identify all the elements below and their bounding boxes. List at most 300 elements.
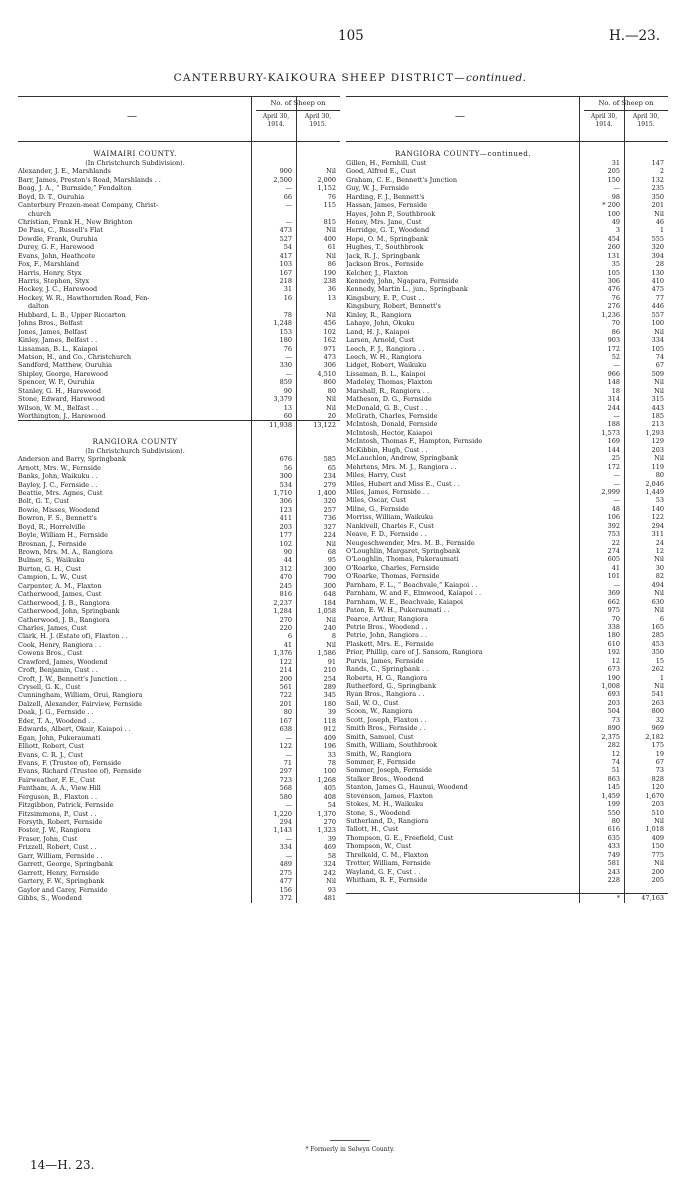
owner-name: Lissaman, B. L., Kaiapoi — [18, 344, 98, 353]
sheep-1914: 890 — [607, 724, 620, 733]
owner-name: Hassan, James, Fernside — [346, 201, 428, 210]
owner-name: Clark, H. J. (Estate of), Flaxton . . — [18, 632, 128, 641]
sheep-1915: 15 — [655, 656, 664, 665]
owner-name: Kingsbury, Robert, Bennett's — [346, 302, 441, 311]
owner-name: Charles, James, Cust — [18, 623, 87, 632]
sheep-1915: Nil — [326, 615, 336, 624]
header-rule — [579, 97, 580, 141]
owner-name: Elliott, Robert, Cust — [18, 742, 85, 751]
sheep-1915: 969 — [651, 724, 664, 733]
sheep-1914: 330 — [279, 361, 292, 370]
sheep-1915: Nil — [654, 209, 664, 218]
table-row — [18, 345, 340, 353]
sheep-1914: 172 — [607, 462, 620, 471]
owner-name: Pearce, Arthur, Rangiora — [346, 614, 429, 623]
table-row — [346, 716, 668, 724]
sheep-1915: 350 — [651, 648, 664, 657]
owner-name: Stokes, M. H., Waikuku — [346, 800, 424, 809]
sheep-1914: 245 — [279, 581, 292, 590]
sheep-1914: 220 — [279, 623, 292, 632]
table-row — [346, 513, 668, 521]
table-row — [18, 514, 340, 522]
sheep-1915: 150 — [651, 842, 664, 851]
table-row — [346, 606, 668, 614]
table-row — [346, 851, 668, 859]
sheep-1915: 400 — [323, 234, 336, 243]
sheep-1914: 90 — [283, 386, 292, 395]
sheep-1915: 446 — [651, 302, 664, 311]
sheep-1914: 334 — [279, 843, 292, 852]
owner-name: Catherwood, J. B., Rangiora — [18, 615, 110, 624]
sheep-1914: 2,999 — [601, 487, 620, 496]
sheep-1914: 177 — [279, 531, 292, 540]
sheep-1915: 630 — [651, 597, 664, 606]
owner-name: Smith Bros., Fernside . . — [346, 724, 426, 733]
table-row — [18, 666, 340, 674]
sheep-1915: 130 — [651, 268, 664, 277]
sheep-1915: 46 — [655, 217, 664, 226]
sheep-1915: 200 — [651, 867, 664, 876]
sheep-1915: Nil — [654, 606, 664, 615]
sheep-1914: — — [285, 369, 292, 378]
table-row — [346, 699, 668, 707]
owner-name: Smith, William, Southbrook — [346, 741, 438, 750]
sheep-1914: 80 — [283, 708, 292, 717]
sheep-1915: Nil — [654, 589, 664, 598]
owner-name: Evans, F. (Trustee of), Fernside — [18, 758, 122, 767]
sheep-1915: 74 — [655, 352, 664, 361]
sheep-1915: 203 — [651, 445, 664, 454]
sheep-1915: 147 — [651, 158, 664, 167]
table-row — [346, 522, 668, 530]
sheep-1914: 218 — [279, 277, 292, 285]
owner-name: WAIMAIRI COUNTY. — [93, 150, 177, 159]
table-row — [346, 631, 668, 639]
table-row — [346, 167, 668, 175]
table-row — [18, 210, 340, 218]
owner-name: Trotter, William, Fernside — [346, 859, 431, 868]
table-row — [18, 252, 340, 260]
sheep-1915: 254 — [323, 674, 336, 683]
sheep-1914: — — [285, 750, 292, 759]
table-row — [18, 860, 340, 868]
sheep-1914: 753 — [607, 530, 620, 539]
sheep-1914: 392 — [607, 521, 620, 530]
sheep-1914: 12 — [611, 656, 620, 665]
sheep-1914: 228 — [607, 876, 620, 885]
owner-name: Miles, Hubert and Miss E., Cust . . — [346, 479, 460, 488]
owner-name: McKibbin, Hugh, Cust . . — [346, 445, 428, 454]
owner-name: Harris, Stephen, Styx — [18, 277, 90, 285]
sheep-1915: 224 — [323, 531, 336, 540]
table-row — [18, 540, 340, 548]
owner-name: Ferguson, B., Flaxton . . — [18, 792, 98, 801]
owner-name: Garrett, Henry, Fernside — [18, 868, 99, 877]
sheep-1914: 131 — [607, 251, 620, 260]
sheep-1914: 312 — [279, 564, 292, 573]
sheep-1914: 3,379 — [273, 395, 292, 404]
owner-name: Boyle, William H., Fernside — [18, 531, 108, 540]
table-row — [346, 876, 668, 884]
sheep-1914: 306 — [607, 277, 620, 285]
sheep-1914: 200 — [279, 674, 292, 683]
year-1914-header: April 30, 1914. — [590, 113, 618, 128]
sheep-1914: 73 — [611, 715, 620, 724]
sheep-1915: 327 — [323, 522, 336, 531]
table-row — [346, 665, 668, 673]
sheep-1914: 101 — [607, 572, 620, 581]
table-row — [346, 412, 668, 420]
sheep-1914: 903 — [607, 336, 620, 345]
table-row — [18, 641, 340, 649]
sheep-1914: 676 — [279, 455, 292, 464]
owner-name: Kennedy, Martin L., jun., Springbank — [346, 285, 468, 294]
owner-name: Stanley, G. H., Harewood — [18, 386, 102, 395]
owner-name: Stalker Bros., Woodend — [346, 774, 424, 783]
owner-name: Hubbard, L. B., Upper Riccarton — [18, 310, 126, 319]
sheep-1915: 201 — [651, 201, 664, 210]
sheep-1914: 52 — [611, 352, 620, 361]
table-row — [18, 328, 340, 336]
owner-name: Milne, G., Fernside — [346, 504, 409, 513]
table-row — [346, 598, 668, 606]
owner-name: Hope, O. M., Springbank — [346, 234, 428, 243]
table-row — [346, 640, 668, 648]
owner-name: McIntosh, Donald, Fernside — [346, 420, 438, 429]
owner-name: Jack, R. J., Springbank — [346, 251, 420, 260]
table-row — [18, 691, 340, 699]
owner-name: Herridge, G. T., Woodend — [346, 226, 430, 235]
table-row — [346, 775, 668, 783]
sheep-1915: 180 — [323, 699, 336, 708]
sheep-1914: 489 — [279, 860, 292, 869]
sheep-1914: 635 — [607, 833, 620, 842]
sheep-1915: 93 — [327, 885, 336, 894]
sheep-1915: 1,018 — [645, 825, 664, 834]
owner-name: McDonald, G. B., Cust . . — [346, 403, 428, 412]
sheep-1914: 90 — [283, 548, 292, 556]
sheep-1915: Nil — [326, 310, 336, 319]
sheep-1914: — — [613, 471, 620, 480]
table-row — [18, 353, 340, 361]
sheep-1914: 2,375 — [601, 732, 620, 741]
sheep-1915: 100 — [323, 767, 336, 776]
owner-name: McGrath, Charles, Fernside — [346, 412, 438, 420]
sheep-1915: 185 — [651, 412, 664, 420]
sheep-1915: 494 — [651, 580, 664, 589]
owner-name: Croft, J. W., Bennett's Junction . . — [18, 674, 127, 683]
sheep-1915: 1 — [659, 673, 664, 682]
owner-name: Morriss, William, Waikuku — [346, 513, 434, 522]
owner-name: Jones, James, Belfast — [18, 327, 87, 336]
sheep-1914: 172 — [607, 344, 620, 353]
table-row — [18, 395, 340, 403]
owner-name: Frizzell, Robert, Cust . . — [18, 843, 97, 852]
table-row — [346, 750, 668, 758]
table-row — [18, 294, 340, 302]
sheep-1915: 95 — [327, 556, 336, 565]
owner-name: Heney, Mrs. Jane, Cust — [346, 217, 422, 226]
table-row — [346, 741, 668, 749]
owner-name: Rands, C., Springbank . . — [346, 665, 429, 674]
owner-name: Fitzsimmons, P., Cust . . — [18, 809, 97, 818]
owner-name: Smith, W., Rangiora — [346, 749, 412, 758]
page-number: 105 — [338, 28, 364, 44]
sheep-1914: — — [285, 184, 292, 193]
sheep-1915: 2,046 — [645, 479, 664, 488]
table-row — [18, 302, 340, 310]
sheep-1915: Nil — [654, 817, 664, 825]
sheep-1914: 411 — [279, 514, 292, 523]
table-row — [18, 624, 340, 632]
sheep-1915: 242 — [323, 868, 336, 877]
footnote: * Formerly in Selwyn County. — [305, 1146, 395, 1153]
sheep-1915: 1 — [659, 226, 664, 235]
sheep-1915: 235 — [651, 184, 664, 193]
sheep-1915: 13 — [327, 293, 336, 302]
table-row — [18, 481, 340, 489]
footer-reference: 14—H. 23. — [30, 1158, 95, 1172]
column-header — [346, 96, 668, 142]
sheep-1914: 105 — [607, 268, 620, 277]
owner-name: Alexander, J. E., Marshlands — [18, 167, 111, 176]
table-row — [18, 801, 340, 809]
title-main: CANTERBURY-KAIKOURA SHEEP DISTRICT— — [173, 72, 466, 84]
county-heading — [18, 150, 340, 158]
table-row — [346, 193, 668, 201]
sheep-1915: 165 — [651, 622, 664, 631]
table-row — [18, 531, 340, 539]
table-row — [346, 581, 668, 589]
sheep-1915: 320 — [651, 243, 664, 252]
table-row — [346, 842, 668, 850]
sheep-1914: 306 — [279, 497, 292, 506]
owner-name: Garrett, George, Springbank — [18, 860, 113, 869]
sheep-1914: 80 — [611, 817, 620, 825]
table-row — [18, 506, 340, 514]
owner-name: Harris, Henry, Styx — [18, 268, 82, 277]
sheep-1914: 338 — [607, 622, 620, 631]
sheep-1914: 205 — [607, 167, 620, 176]
owner-name: Brosnan, J., Fernside — [18, 539, 87, 548]
sheep-1915: 140 — [651, 504, 664, 513]
sheep-1914: 581 — [607, 859, 620, 868]
sheep-1914: 31 — [611, 158, 620, 167]
owner-name: Guy, W. J., Fernside — [346, 184, 410, 193]
sheep-count-header: No. of Sheep on — [598, 99, 654, 107]
owner-name: Leech, W. H., Rangiora — [346, 352, 422, 361]
sheep-1915: 120 — [651, 783, 664, 792]
owner-name: Kingsbury, E. P., Cust . . — [346, 293, 425, 302]
sheep-1915: 175 — [651, 741, 664, 750]
sheep-1915: 2,000 — [317, 175, 336, 184]
owner-name: Spencer, W. P., Ouruhia — [18, 378, 95, 387]
owner-name: (In Christchurch Subdivision). — [85, 446, 185, 455]
sheep-1915: 24 — [655, 538, 664, 547]
sheep-1915: 860 — [323, 378, 336, 387]
owner-name: Boyd, D. T., Ouruhia — [18, 192, 85, 201]
owner-name: Hayes, John P., Southbrook — [346, 209, 436, 218]
sheep-1914: 1,459 — [601, 791, 620, 800]
sheep-1915: 203 — [651, 800, 664, 809]
table-row — [18, 193, 340, 201]
sheep-1915: 32 — [655, 715, 664, 724]
table-row — [18, 582, 340, 590]
county-heading — [346, 150, 668, 158]
table-row — [346, 159, 668, 167]
table-row — [346, 859, 668, 867]
owner-name: Lidget, Robert, Waikuku — [346, 361, 427, 370]
owner-name: Miles, James, Fernside . . — [346, 487, 430, 496]
owner-name: Gillen, H., Fernhill, Cust — [346, 158, 427, 167]
table-row — [18, 616, 340, 624]
sheep-1914: 190 — [607, 673, 620, 682]
column-header — [18, 96, 340, 142]
owner-name: Parnham, F. L., “ Beachvale,” Kaiapoi . . — [346, 580, 478, 589]
sheep-1915: 73 — [655, 766, 664, 775]
table-row — [346, 395, 668, 403]
owner-name: Cowens Bros., Cust — [18, 649, 83, 658]
table-row — [18, 751, 340, 759]
sheep-1914: 16 — [283, 293, 292, 302]
sheep-1915: 473 — [323, 352, 336, 361]
table-row — [346, 572, 668, 580]
table-row — [18, 852, 340, 860]
sheep-1914: 433 — [607, 842, 620, 851]
name-column-header: — — [455, 111, 465, 122]
owner-name: Roberts, H. G., Rangiora — [346, 673, 428, 682]
sheep-1914: 86 — [611, 327, 620, 336]
table-row — [18, 607, 340, 615]
sheep-1915: 2,182 — [645, 732, 664, 741]
sheep-1915: 285 — [651, 631, 664, 640]
table-row — [346, 505, 668, 513]
sheep-1914: 74 — [611, 757, 620, 766]
table-row — [18, 277, 340, 285]
sheep-1915: 300 — [323, 581, 336, 590]
sheep-1915: 557 — [651, 310, 664, 319]
sheep-1915: 213 — [651, 420, 664, 429]
sheep-1915: Nil — [326, 395, 336, 404]
sheep-count-header: No. of Sheep on — [270, 99, 326, 107]
table-row — [18, 218, 340, 226]
sheep-1914: 1,008 — [601, 682, 620, 690]
sheep-1915: 6 — [659, 614, 664, 623]
table-row — [346, 311, 668, 319]
owner-name: Larsen, Arnold, Cust — [346, 336, 415, 345]
sheep-1915: 205 — [651, 876, 664, 885]
owner-name: Shipley, George, Harewood — [18, 369, 108, 378]
owner-name: Canterbury Frozen-meat Company, Christ- — [18, 201, 159, 210]
sheep-1914: 2,500 — [273, 175, 292, 184]
sheep-1915: 263 — [651, 698, 664, 707]
sheep-1915: 119 — [651, 462, 664, 471]
sheep-1915: 456 — [323, 319, 336, 328]
sheep-1914: 610 — [607, 639, 620, 648]
table-row — [346, 142, 668, 150]
table-row — [18, 430, 340, 438]
table-row — [18, 886, 340, 894]
table-row — [18, 658, 340, 666]
table-row — [346, 294, 668, 302]
owner-name: Sommer, Joseph, Fernside — [346, 766, 432, 775]
owner-name: Stone, Edward, Harewood — [18, 395, 105, 404]
owner-name: McIntosh, Thomas F., Hampton, Fernside — [346, 437, 483, 446]
sheep-1915: 67 — [655, 757, 664, 766]
table-row — [18, 243, 340, 251]
table-row — [346, 260, 668, 268]
table-row — [18, 818, 340, 826]
owner-name: Smith, Samuel, Cust — [346, 732, 414, 741]
table-row — [18, 336, 340, 344]
sheep-1915: 509 — [651, 369, 664, 378]
owner-name: Land, H. J., Kaiapoi — [346, 327, 410, 336]
table-row — [346, 269, 668, 277]
sheep-1914: — — [613, 184, 620, 193]
sheep-1915: 1,586 — [317, 649, 336, 658]
table-row — [346, 328, 668, 336]
sheep-1914: 41 — [283, 640, 292, 649]
sheep-1915: Nil — [326, 251, 336, 260]
table-row — [18, 361, 340, 369]
sheep-1914: 638 — [279, 725, 292, 734]
owner-name: Rutherford, G., Springbank — [346, 682, 437, 690]
table-row — [18, 497, 340, 505]
sheep-1915: 1,293 — [645, 428, 664, 437]
owner-name: Christian, Frank H., New Brighton — [18, 217, 133, 226]
sheep-1915: 91 — [327, 657, 336, 666]
owner-name: Petrie Bros., Woodend . . — [346, 622, 428, 631]
sheep-1915: 30 — [655, 563, 664, 572]
sheep-1914: 156 — [279, 885, 292, 894]
sheep-1915: Nil — [326, 403, 336, 412]
table-row — [346, 809, 668, 817]
sheep-1914: 214 — [279, 666, 292, 675]
sheep-1915: Nil — [654, 386, 664, 395]
owner-name: Mehrtens, Mrs. M. J., Rangiora . . — [346, 462, 457, 471]
sheep-1915: 76 — [327, 192, 336, 201]
sheep-1915: 443 — [651, 403, 664, 412]
table-row — [346, 834, 668, 842]
sheep-1914: 662 — [607, 597, 620, 606]
table-row — [346, 319, 668, 327]
table-row — [346, 792, 668, 800]
owner-name: Bolt, G. T., Cust — [18, 497, 70, 506]
table-row — [18, 590, 340, 598]
table-row — [346, 825, 668, 833]
sheep-1915: 1,449 — [645, 487, 664, 496]
sheep-1915: 345 — [323, 691, 336, 700]
owner-name: Madeley, Thomas, Flaxton — [346, 378, 433, 387]
sheep-1914: 167 — [279, 268, 292, 277]
table-row — [346, 471, 668, 479]
sheep-1915: 39 — [327, 708, 336, 717]
sheep-1914: 605 — [607, 555, 620, 564]
sheep-1914: 580 — [279, 792, 292, 801]
table-row — [346, 724, 668, 732]
owner-name: Catherwood, J. B., Rangiora — [18, 598, 110, 607]
table-row — [18, 843, 340, 851]
sheep-1914: 276 — [607, 302, 620, 311]
sheep-1915: 238 — [323, 277, 336, 285]
sheep-1914: 693 — [607, 690, 620, 699]
owner-name: Plaskett, Mrs. E., Fernside — [346, 639, 434, 648]
sheep-1914: 169 — [607, 437, 620, 446]
sheep-1914: 282 — [607, 741, 620, 750]
table-row — [346, 336, 668, 344]
owner-name: O'Loughlin, Margaret, Springbank — [346, 547, 461, 555]
table-row — [346, 885, 668, 893]
